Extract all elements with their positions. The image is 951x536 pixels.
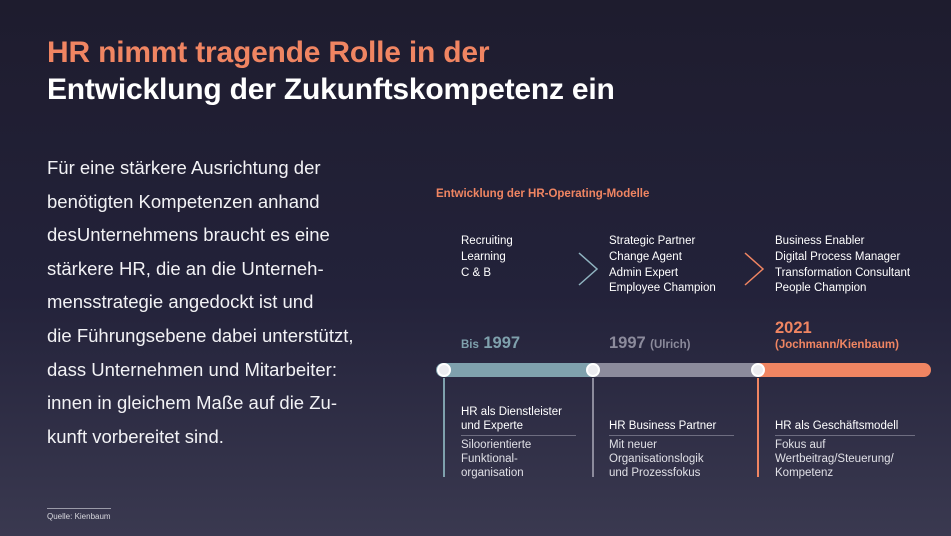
timeline-node [586, 363, 600, 377]
year-prefix: Bis [461, 339, 479, 351]
role-item: Transformation Consultant [775, 266, 911, 279]
role-item: Admin Expert [609, 266, 679, 279]
phase-1-roles [461, 234, 513, 281]
model-line: HR Business Partner [609, 420, 717, 432]
focus-line: Organisationslogik [609, 453, 704, 465]
role-item: Recruiting [461, 235, 513, 247]
body-line: mensstrategie angedockt ist und [47, 291, 314, 313]
divider [461, 435, 576, 436]
timeline-node [751, 363, 765, 377]
role-item: Learning [461, 250, 506, 263]
year-value: 1997 [483, 334, 521, 352]
year-suffix: (Ulrich) [650, 339, 691, 351]
role-item: Business Enabler [775, 235, 865, 247]
focus-line: Fokus auf [775, 439, 826, 451]
body-line: kunft vorbereitet sind. [47, 425, 224, 447]
role-item: Strategic Partner [609, 235, 696, 247]
year-value: 2021 [775, 319, 812, 337]
timeline-segment-1 [436, 363, 596, 377]
focus-line: Mit neuer [609, 439, 657, 451]
focus-line: Funktional- [461, 453, 518, 465]
divider [775, 435, 915, 436]
phase-3-model [775, 419, 898, 433]
diagram-title: Entwicklung der HR-Operating-Modelle [436, 188, 650, 200]
slide-title [47, 34, 615, 108]
phase-2-year [609, 334, 690, 353]
chevron-right-icon [577, 252, 599, 286]
title-line-1: HR nimmt tragende Rolle in der [47, 36, 490, 69]
divider [609, 435, 734, 436]
body-line: die Führungsebene dabei unterstützt, [47, 324, 354, 346]
role-item: Digital Process Manager [775, 250, 901, 263]
role-item: C & B [461, 266, 492, 279]
focus-line: organisation [461, 467, 524, 479]
timeline-segment-2 [592, 363, 762, 377]
focus-line: Siloorientierte [461, 439, 532, 451]
year-value: 1997 [609, 334, 646, 352]
role-item: Employee Champion [609, 282, 716, 295]
role-item: People Champion [775, 282, 867, 295]
body-line: stärkere HR, die an die Unterneh- [47, 257, 324, 279]
body-line: benötigten Kompetenzen anhand [47, 190, 320, 212]
role-item: Change Agent [609, 250, 682, 263]
timeline-segment-3 [757, 363, 931, 377]
phase-1-model [461, 405, 562, 433]
phase-1-focus [461, 438, 531, 480]
title-line-2: Entwicklung der Zukunftskompetenz ein [47, 73, 615, 106]
phase-3-focus [775, 438, 894, 480]
year-suffix: (Jochmann/Kienbaum) [775, 339, 899, 351]
phase-3-connector [757, 378, 759, 477]
phase-3-roles [775, 234, 910, 297]
body-paragraph [47, 151, 412, 453]
source-divider [47, 508, 111, 509]
phase-2-focus [609, 438, 704, 480]
phase-1-year [461, 334, 520, 353]
chevron-right-icon [743, 252, 765, 286]
body-line: Für eine stärkere Ausrichtung der [47, 157, 321, 178]
body-line: innen in gleichem Maße auf die Zu- [47, 392, 337, 414]
model-line: HR als Geschäftsmodell [775, 420, 899, 432]
focus-line: Kompetenz [775, 467, 834, 479]
model-line: und Experte [461, 420, 524, 432]
timeline-node [437, 363, 451, 377]
source-note: Quelle: Kienbaum [47, 512, 111, 521]
phase-3-year [775, 319, 899, 351]
body-line: dass Unternehmen und Mitarbeiter: [47, 358, 337, 380]
phase-2-connector [592, 378, 594, 477]
model-line: HR als Dienstleister [461, 406, 562, 418]
phase-2-roles [609, 234, 716, 297]
phase-2-model [609, 419, 716, 433]
phase-1-connector [443, 378, 445, 477]
body-line: desUnternehmens braucht es eine [47, 224, 330, 246]
focus-line: und Prozessfokus [609, 467, 701, 479]
focus-line: Wertbeitrag/Steuerung/ [775, 453, 894, 465]
